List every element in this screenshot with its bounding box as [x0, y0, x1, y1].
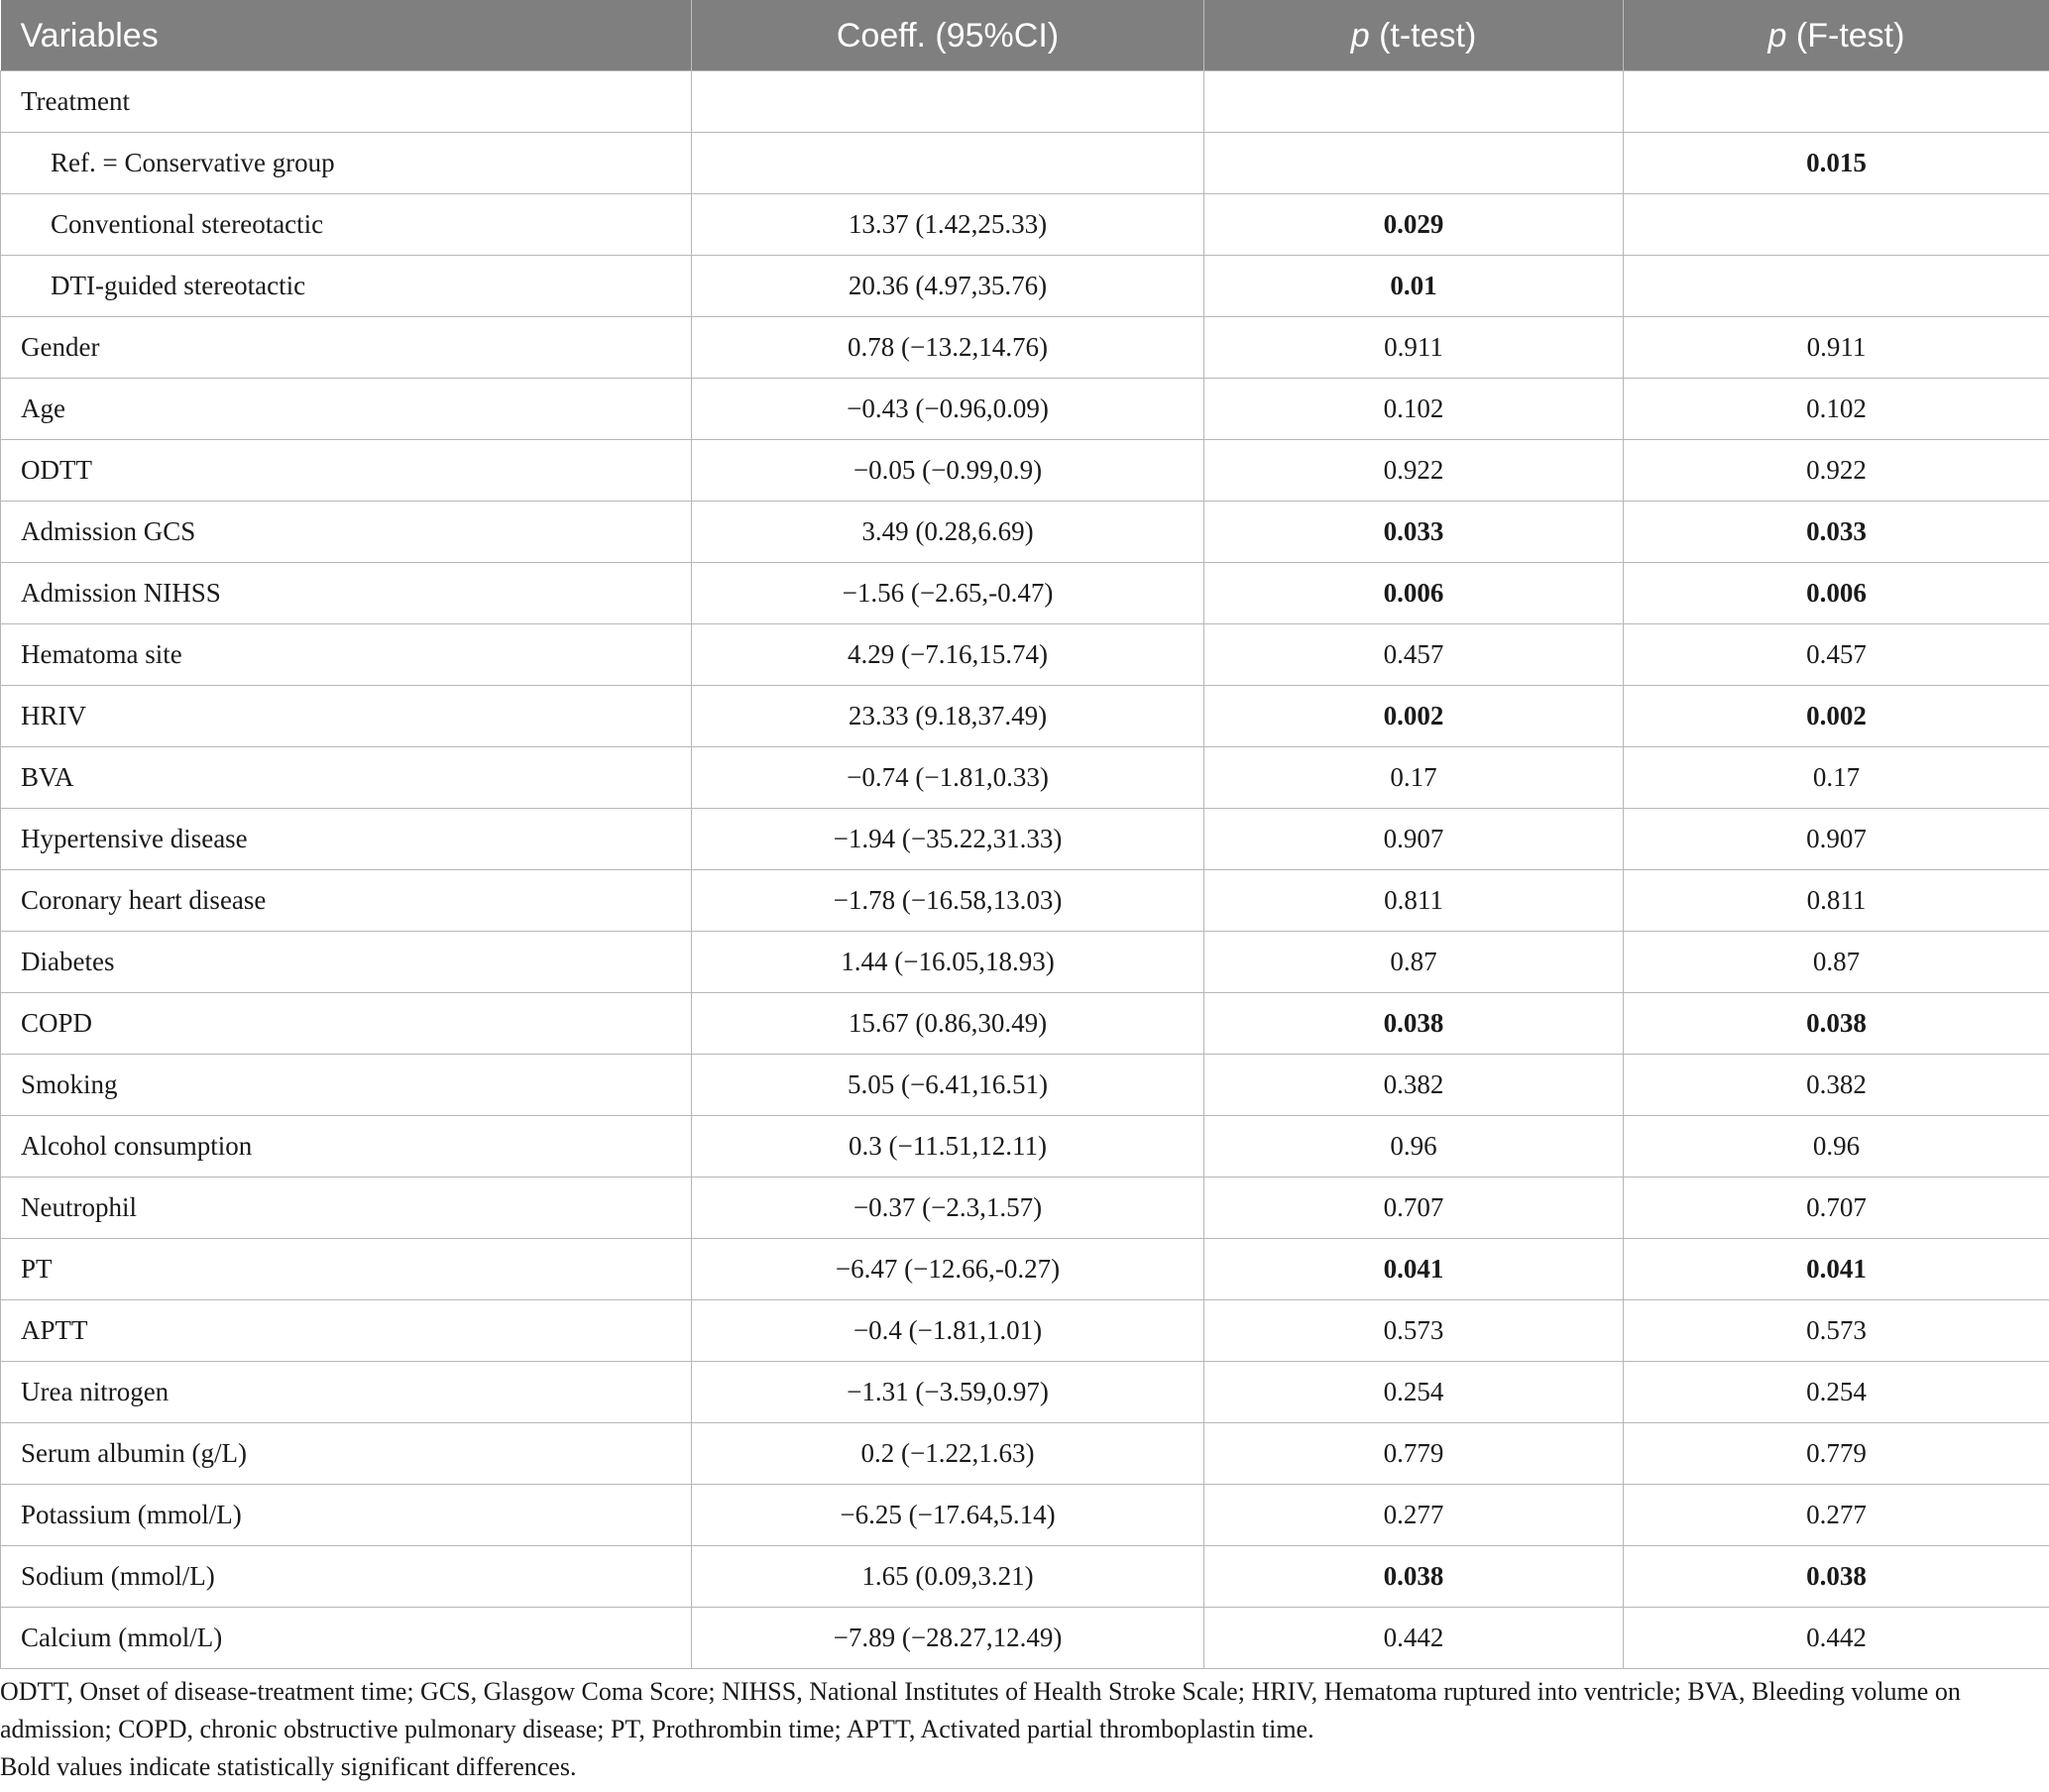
cell-variable: Age [1, 379, 692, 440]
cell-variable: Conventional stereotactic [1, 194, 692, 256]
cell-p-f [1624, 71, 2049, 133]
cell-p-t: 0.01 [1204, 256, 1624, 317]
cell-coeff [692, 133, 1204, 194]
cell-coeff: −1.31 (−3.59,0.97) [692, 1362, 1204, 1423]
cell-variable: HRIV [1, 686, 692, 747]
cell-coeff: −0.37 (−2.3,1.57) [692, 1177, 1204, 1239]
cell-coeff: 0.2 (−1.22,1.63) [692, 1423, 1204, 1485]
cell-p-t: 0.922 [1204, 440, 1624, 502]
header-row [1, 1, 2049, 71]
cell-variable: Gender [1, 317, 692, 379]
header-variables: Variables [1, 1, 692, 71]
cell-p-t: 0.442 [1204, 1608, 1624, 1669]
cell-p-f: 0.038 [1624, 1546, 2049, 1608]
cell-variable: Potassium (mmol/L) [1, 1485, 692, 1546]
cell-p-f: 0.96 [1624, 1116, 2049, 1177]
cell-p-t: 0.573 [1204, 1300, 1624, 1362]
cell-p-f: 0.907 [1624, 809, 2049, 870]
cell-p-f: 0.911 [1624, 317, 2049, 379]
cell-p-t: 0.038 [1204, 993, 1624, 1055]
cell-p-t: 0.254 [1204, 1362, 1624, 1423]
table-row [1, 440, 2049, 502]
cell-coeff: 0.3 (−11.51,12.11) [692, 1116, 1204, 1177]
cell-variable: Neutrophil [1, 1177, 692, 1239]
table-row [1, 1423, 2049, 1485]
cell-p-t: 0.033 [1204, 502, 1624, 563]
cell-p-t: 0.907 [1204, 809, 1624, 870]
cell-variable: APTT [1, 1300, 692, 1362]
cell-variable: Calcium (mmol/L) [1, 1608, 692, 1669]
cell-coeff: 1.65 (0.09,3.21) [692, 1546, 1204, 1608]
cell-p-t: 0.041 [1204, 1239, 1624, 1300]
cell-p-f: 0.002 [1624, 686, 2049, 747]
cell-coeff: 5.05 (−6.41,16.51) [692, 1055, 1204, 1116]
cell-variable: Smoking [1, 1055, 692, 1116]
cell-p-f: 0.779 [1624, 1423, 2049, 1485]
cell-p-t: 0.102 [1204, 379, 1624, 440]
cell-coeff: −0.74 (−1.81,0.33) [692, 747, 1204, 809]
table-row [1, 1239, 2049, 1300]
cell-coeff: −0.4 (−1.81,1.01) [692, 1300, 1204, 1362]
cell-variable: Urea nitrogen [1, 1362, 692, 1423]
cell-variable: COPD [1, 993, 692, 1055]
cell-p-f: 0.254 [1624, 1362, 2049, 1423]
cell-variable: Admission NIHSS [1, 563, 692, 624]
cell-variable: Coronary heart disease [1, 870, 692, 932]
cell-variable: ODTT [1, 440, 692, 502]
cell-p-t: 0.002 [1204, 686, 1624, 747]
table-row [1, 1546, 2049, 1608]
cell-variable: Alcohol consumption [1, 1116, 692, 1177]
table-row [1, 256, 2049, 317]
cell-p-f: 0.015 [1624, 133, 2049, 194]
cell-coeff: −1.94 (−35.22,31.33) [692, 809, 1204, 870]
table-row [1, 624, 2049, 686]
cell-p-f: 0.277 [1624, 1485, 2049, 1546]
table-row [1, 1300, 2049, 1362]
table-row [1, 563, 2049, 624]
cell-p-f: 0.033 [1624, 502, 2049, 563]
cell-variable: Hematoma site [1, 624, 692, 686]
table-row [1, 379, 2049, 440]
cell-p-f: 0.707 [1624, 1177, 2049, 1239]
cell-p-f: 0.041 [1624, 1239, 2049, 1300]
cell-p-t: 0.911 [1204, 317, 1624, 379]
cell-p-t: 0.006 [1204, 563, 1624, 624]
cell-p-t: 0.029 [1204, 194, 1624, 256]
cell-p-f: 0.102 [1624, 379, 2049, 440]
cell-p-t: 0.779 [1204, 1423, 1624, 1485]
cell-p-f [1624, 256, 2049, 317]
cell-p-f: 0.442 [1624, 1608, 2049, 1669]
cell-p-f: 0.382 [1624, 1055, 2049, 1116]
cell-coeff: 13.37 (1.42,25.33) [692, 194, 1204, 256]
table-row [1, 1116, 2049, 1177]
cell-p-f: 0.922 [1624, 440, 2049, 502]
cell-p-t: 0.811 [1204, 870, 1624, 932]
cell-p-f: 0.87 [1624, 932, 2049, 993]
table-row [1, 932, 2049, 993]
cell-coeff: −7.89 (−28.27,12.49) [692, 1608, 1204, 1669]
cell-variable: Hypertensive disease [1, 809, 692, 870]
cell-coeff: 3.49 (0.28,6.69) [692, 502, 1204, 563]
cell-coeff: 4.29 (−7.16,15.74) [692, 624, 1204, 686]
header-p-f-italic: p [1767, 16, 1787, 55]
table-row [1, 1055, 2049, 1116]
table-row [1, 686, 2049, 747]
cell-variable: PT [1, 1239, 692, 1300]
table-row [1, 317, 2049, 379]
footnote-abbreviations: ODTT, Onset of disease-treatment time; GCS, Glasgow Coma Score; NIHSS, National Institutes of Health Stroke Scale; HRIV, Hematoma ruptured into ventricle; BVA, Bleeding volume on admission; COPD, chronic obstructive pulmonary disease; PT, Prothrombin time; APTT, Activated partial thromboplastin time. [0, 1677, 1961, 1743]
cell-p-f: 0.457 [1624, 624, 2049, 686]
header-p-f-rest: (F-test) [1786, 16, 1905, 55]
cell-coeff: 0.78 (−13.2,14.76) [692, 317, 1204, 379]
cell-p-t: 0.382 [1204, 1055, 1624, 1116]
cell-variable: Ref. = Conservative group [1, 133, 692, 194]
cell-variable: Sodium (mmol/L) [1, 1546, 692, 1608]
cell-p-t: 0.87 [1204, 932, 1624, 993]
header-p-t-test [1204, 1, 1624, 71]
header-coeff: Coeff. (95%CI) [692, 1, 1204, 71]
cell-p-t [1204, 133, 1624, 194]
table-row [1, 993, 2049, 1055]
table-row [1, 71, 2049, 133]
cell-coeff: 1.44 (−16.05,18.93) [692, 932, 1204, 993]
cell-coeff: −0.05 (−0.99,0.9) [692, 440, 1204, 502]
cell-p-t: 0.96 [1204, 1116, 1624, 1177]
cell-p-f: 0.573 [1624, 1300, 2049, 1362]
cell-variable: BVA [1, 747, 692, 809]
cell-p-f: 0.006 [1624, 563, 2049, 624]
cell-p-f [1624, 194, 2049, 256]
table-row [1, 1608, 2049, 1669]
table-row [1, 1485, 2049, 1546]
table-row [1, 1362, 2049, 1423]
cell-p-t [1204, 71, 1624, 133]
table-row [1, 809, 2049, 870]
cell-coeff: −1.56 (−2.65,-0.47) [692, 563, 1204, 624]
header-p-f-test [1624, 1, 2049, 71]
cell-p-t: 0.17 [1204, 747, 1624, 809]
cell-variable: Admission GCS [1, 502, 692, 563]
cell-coeff: −0.43 (−0.96,0.09) [692, 379, 1204, 440]
table-row [1, 133, 2049, 194]
table-footnote [0, 1673, 2042, 1786]
table-row [1, 502, 2049, 563]
cell-coeff: 20.36 (4.97,35.76) [692, 256, 1204, 317]
header-p-t-italic: p [1350, 16, 1370, 55]
cell-coeff: 23.33 (9.18,37.49) [692, 686, 1204, 747]
cell-coeff: −6.25 (−17.64,5.14) [692, 1485, 1204, 1546]
cell-coeff [692, 71, 1204, 133]
cell-p-f: 0.038 [1624, 993, 2049, 1055]
cell-variable: Treatment [1, 71, 692, 133]
table-row [1, 1177, 2049, 1239]
cell-p-t: 0.038 [1204, 1546, 1624, 1608]
cell-p-t: 0.707 [1204, 1177, 1624, 1239]
footnote-bold-note: Bold values indicate statistically significant differences. [0, 1752, 577, 1781]
table-row [1, 870, 2049, 932]
cell-p-f: 0.17 [1624, 747, 2049, 809]
cell-p-t: 0.277 [1204, 1485, 1624, 1546]
cell-coeff: −1.78 (−16.58,13.03) [692, 870, 1204, 932]
cell-p-t: 0.457 [1204, 624, 1624, 686]
cell-p-f: 0.811 [1624, 870, 2049, 932]
table-row [1, 747, 2049, 809]
table-row [1, 194, 2049, 256]
header-p-t-rest: (t-test) [1369, 16, 1477, 55]
cell-coeff: 15.67 (0.86,30.49) [692, 993, 1204, 1055]
cell-variable: Serum albumin (g/L) [1, 1423, 692, 1485]
cell-variable: Diabetes [1, 932, 692, 993]
cell-coeff: −6.47 (−12.66,-0.27) [692, 1239, 1204, 1300]
cell-variable: DTI-guided stereotactic [1, 256, 692, 317]
